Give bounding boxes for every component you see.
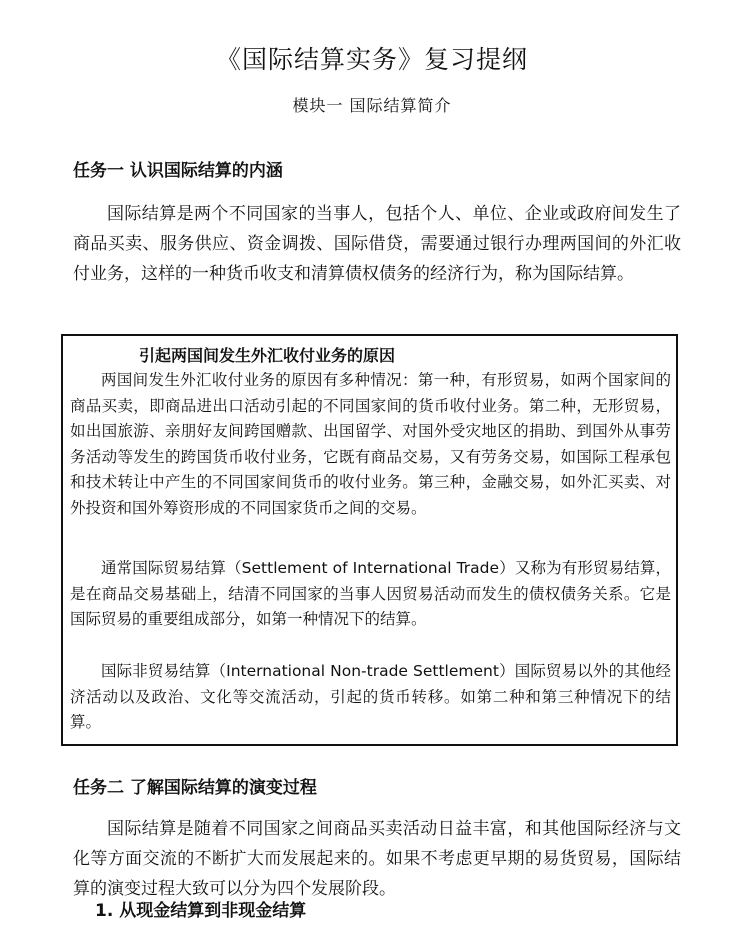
- reason-paragraph-3: 国际非贸易结算（International Non-trade Settlement）国际贸易以外的其他经济活动以及政治、文化等交流活动，引起的货币转移。如第二种和第三种情况下的结算。: [70, 662, 671, 731]
- task1-paragraph: 国际结算是两个不同国家的当事人，包括个人、单位、企业或政府间发生了商品买卖、服务供应、资金调拨、国际借贷，需要通过银行办理两国间的外汇收付业务，这样的一种货币收支和清算债权债务的经济行为，称为国际结算。: [73, 204, 681, 284]
- reason-paragraph-1: 两国间发生外汇收付业务的原因有多种情况：第一种，有形贸易，如两个国家间的商品买卖，即商品进出口活动引起的不同国家间的货币收付业务。第二种，无形贸易，如出国旅游、亲朋好友间跨国赠款、出国留学、对国外受灾地区的捐助、到国外从事劳务活动等发生的跨国货币收付业务，它既有商品交易，又有劳务交易，如国际工程承包和技术转让中产生的不同国家间货币的收付业务。第三种，金融交易，如外汇买卖、对外投资和国外筹资形成的不同国家货币之间的交易。: [70, 371, 671, 517]
- reason-paragraph-2: 通常国际贸易结算（Settlement of International Trade）又称为有形贸易结算，是在商品交易基础上，结清不同国家的当事人因贸易活动而发生的债权债务关系。它是国际贸易的重要组成部分，如第一种情况下的结算。: [70, 559, 671, 628]
- task2-step-1: 1. 从现金结算到非现金结算: [95, 901, 307, 921]
- task2-paragraph: 国际结算是随着不同国家之间商品买卖活动日益丰富，和其他国际经济与文化等方面交流的不断扩大而发展起来的。如果不考虑更早期的易货贸易，国际结算的演变过程大致可以分为四个发展阶段。: [73, 819, 681, 899]
- task2-heading: 任务二 了解国际结算的演变过程: [73, 778, 317, 798]
- reason-box-title: 引起两国间发生外汇收付业务的原因: [139, 346, 396, 365]
- module-subtitle: 模块一 国际结算简介: [292, 96, 452, 115]
- reason-box: [61, 334, 678, 746]
- task1-heading: 任务一 认识国际结算的内涵: [73, 161, 283, 181]
- document-title: 《国际结算实务》复习提纲: [215, 45, 528, 74]
